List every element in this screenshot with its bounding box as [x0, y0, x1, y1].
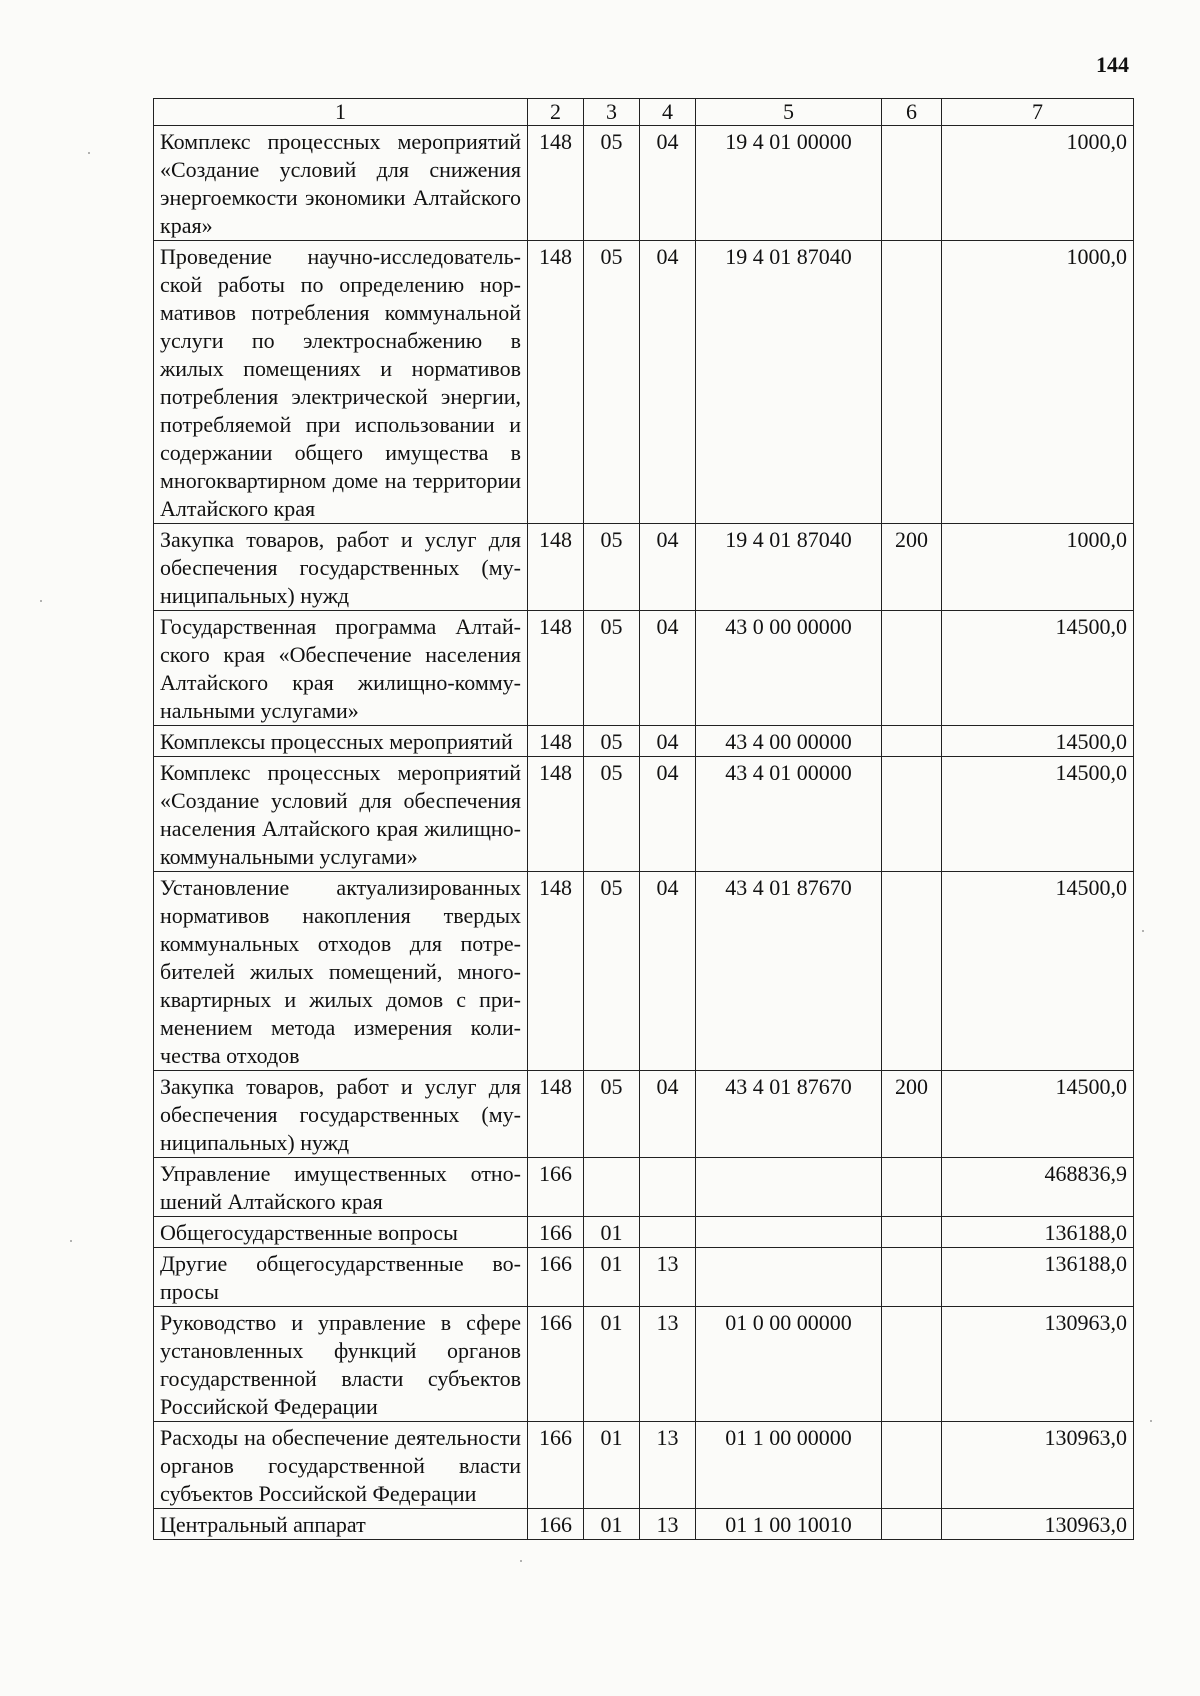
cell-subsection: 04 — [640, 524, 696, 611]
cell-expense-type — [882, 726, 942, 757]
cell-expense-type — [882, 1217, 942, 1248]
cell-section — [584, 1158, 640, 1217]
cell-section: 01 — [584, 1248, 640, 1307]
cell-subsection — [640, 1217, 696, 1248]
col-header-6: 6 — [882, 99, 942, 126]
table-row — [154, 726, 1134, 757]
row-name: Руководство и управление в сфере установленных функций органов государственной власти субъектов Российской Федерации — [154, 1307, 528, 1422]
cell-amount: 136188,0 — [942, 1248, 1134, 1307]
table-row — [154, 524, 1134, 611]
cell-code: 148 — [528, 126, 584, 241]
cell-target-article: 43 4 01 87670 — [696, 872, 882, 1071]
table-row — [154, 126, 1134, 241]
row-name: Комплекс процессных мероприятий «Создание условий для обеспечения населения Алтайского края жилищно-коммунальными услугами» — [154, 757, 528, 872]
cell-code: 166 — [528, 1158, 584, 1217]
cell-amount: 1000,0 — [942, 241, 1134, 524]
cell-section: 05 — [584, 757, 640, 872]
cell-code: 166 — [528, 1307, 584, 1422]
cell-target-article — [696, 1158, 882, 1217]
col-header-7: 7 — [942, 99, 1134, 126]
cell-target-article — [696, 1248, 882, 1307]
cell-subsection: 04 — [640, 241, 696, 524]
row-name: Закупка товаров, работ и услуг для обеспечения государственных (муниципальных) нужд — [154, 1071, 528, 1158]
cell-amount: 130963,0 — [942, 1509, 1134, 1540]
cell-expense-type — [882, 611, 942, 726]
cell-amount: 1000,0 — [942, 524, 1134, 611]
scan-speck — [1150, 1420, 1152, 1422]
cell-section: 01 — [584, 1422, 640, 1509]
cell-subsection: 04 — [640, 757, 696, 872]
cell-expense-type — [882, 757, 942, 872]
cell-section: 05 — [584, 872, 640, 1071]
budget-table — [153, 98, 1134, 1540]
cell-target-article: 19 4 01 00000 — [696, 126, 882, 241]
cell-subsection: 04 — [640, 611, 696, 726]
table-row — [154, 1307, 1134, 1422]
cell-target-article — [696, 1217, 882, 1248]
cell-amount: 1000,0 — [942, 126, 1134, 241]
row-name: Центральный аппарат — [154, 1509, 528, 1540]
table-row — [154, 1071, 1134, 1158]
cell-expense-type — [882, 1509, 942, 1540]
cell-target-article: 43 4 00 00000 — [696, 726, 882, 757]
row-name: Расходы на обеспечение деятельности органов государственной власти субъектов Российской Федерации — [154, 1422, 528, 1509]
cell-target-article: 01 1 00 00000 — [696, 1422, 882, 1509]
cell-section: 01 — [584, 1217, 640, 1248]
cell-amount: 14500,0 — [942, 872, 1134, 1071]
cell-amount: 130963,0 — [942, 1422, 1134, 1509]
cell-subsection: 13 — [640, 1509, 696, 1540]
cell-subsection: 13 — [640, 1307, 696, 1422]
cell-subsection: 13 — [640, 1422, 696, 1509]
row-name: Закупка товаров, работ и услуг для обеспечения государственных (муниципальных) нужд — [154, 524, 528, 611]
table-row — [154, 872, 1134, 1071]
table-row — [154, 241, 1134, 524]
header-row — [154, 99, 1134, 126]
page-number: 144 — [1096, 52, 1129, 77]
row-name: Общегосударственные вопросы — [154, 1217, 528, 1248]
cell-expense-type: 200 — [882, 1071, 942, 1158]
cell-target-article: 01 1 00 10010 — [696, 1509, 882, 1540]
cell-subsection: 13 — [640, 1248, 696, 1307]
cell-subsection: 04 — [640, 126, 696, 241]
cell-amount: 136188,0 — [942, 1217, 1134, 1248]
table-row — [154, 1217, 1134, 1248]
cell-target-article: 43 0 00 00000 — [696, 611, 882, 726]
col-header-3: 3 — [584, 99, 640, 126]
cell-target-article: 19 4 01 87040 — [696, 524, 882, 611]
cell-expense-type — [882, 1307, 942, 1422]
row-name: Другие общегосударственные вопросы — [154, 1248, 528, 1307]
cell-section: 05 — [584, 524, 640, 611]
cell-amount: 130963,0 — [942, 1307, 1134, 1422]
cell-section: 05 — [584, 126, 640, 241]
cell-expense-type — [882, 1248, 942, 1307]
cell-amount: 468836,9 — [942, 1158, 1134, 1217]
cell-amount: 14500,0 — [942, 757, 1134, 872]
cell-section: 01 — [584, 1307, 640, 1422]
cell-code: 166 — [528, 1509, 584, 1540]
cell-code: 166 — [528, 1217, 584, 1248]
cell-amount: 14500,0 — [942, 611, 1134, 726]
cell-expense-type — [882, 872, 942, 1071]
cell-code: 148 — [528, 611, 584, 726]
cell-expense-type — [882, 1422, 942, 1509]
cell-section: 05 — [584, 611, 640, 726]
col-header-2: 2 — [528, 99, 584, 126]
cell-target-article: 01 0 00 00000 — [696, 1307, 882, 1422]
cell-expense-type — [882, 241, 942, 524]
row-name: Государственная программа Алтайского края «Обеспечение населения Алтайского края жилищно-коммунальными услугами» — [154, 611, 528, 726]
cell-code: 166 — [528, 1248, 584, 1307]
row-name: Проведение научно-исследовательской работы по определению нормативов потребления коммунальной услуги по электроснабжению в жилых помещениях и нормативов потребления электрической энергии, потребляемой при использовании и содержании общего имущества в многоквартирном доме на территории Алтайского края — [154, 241, 528, 524]
cell-subsection: 04 — [640, 872, 696, 1071]
scan-speck — [88, 152, 90, 154]
scan-speck — [520, 1560, 522, 1562]
table-row — [154, 1509, 1134, 1540]
row-name: Комплексы процессных мероприятий — [154, 726, 528, 757]
cell-code: 148 — [528, 872, 584, 1071]
col-header-4: 4 — [640, 99, 696, 126]
cell-section: 05 — [584, 726, 640, 757]
cell-code: 148 — [528, 524, 584, 611]
table-row — [154, 1158, 1134, 1217]
table-row — [154, 1248, 1134, 1307]
cell-code: 148 — [528, 726, 584, 757]
cell-amount: 14500,0 — [942, 1071, 1134, 1158]
row-name: Комплекс процессных мероприятий «Создание условий для снижения энергоемкости экономики Алтайского края» — [154, 126, 528, 241]
row-name: Установление актуализированных нормативов накопления твердых коммунальных отходов для потребителей жилых помещений, многоквартирных и жилых домов с применением метода измерения количества отходов — [154, 872, 528, 1071]
cell-section: 05 — [584, 1071, 640, 1158]
cell-expense-type: 200 — [882, 524, 942, 611]
cell-target-article: 43 4 01 00000 — [696, 757, 882, 872]
cell-subsection: 04 — [640, 1071, 696, 1158]
cell-subsection — [640, 1158, 696, 1217]
cell-expense-type — [882, 1158, 942, 1217]
cell-section: 01 — [584, 1509, 640, 1540]
scan-speck — [1142, 930, 1144, 932]
cell-section: 05 — [584, 241, 640, 524]
cell-target-article: 43 4 01 87670 — [696, 1071, 882, 1158]
cell-subsection: 04 — [640, 726, 696, 757]
col-header-5: 5 — [696, 99, 882, 126]
table-row — [154, 611, 1134, 726]
cell-expense-type — [882, 126, 942, 241]
col-header-1: 1 — [154, 99, 528, 126]
cell-code: 166 — [528, 1422, 584, 1509]
table-row — [154, 1422, 1134, 1509]
scan-speck — [40, 600, 42, 602]
cell-code: 148 — [528, 241, 584, 524]
scan-speck — [70, 1240, 72, 1242]
cell-code: 148 — [528, 757, 584, 872]
table-row — [154, 757, 1134, 872]
cell-amount: 14500,0 — [942, 726, 1134, 757]
cell-target-article: 19 4 01 87040 — [696, 241, 882, 524]
cell-code: 148 — [528, 1071, 584, 1158]
row-name: Управление имущественных отношений Алтайского края — [154, 1158, 528, 1217]
